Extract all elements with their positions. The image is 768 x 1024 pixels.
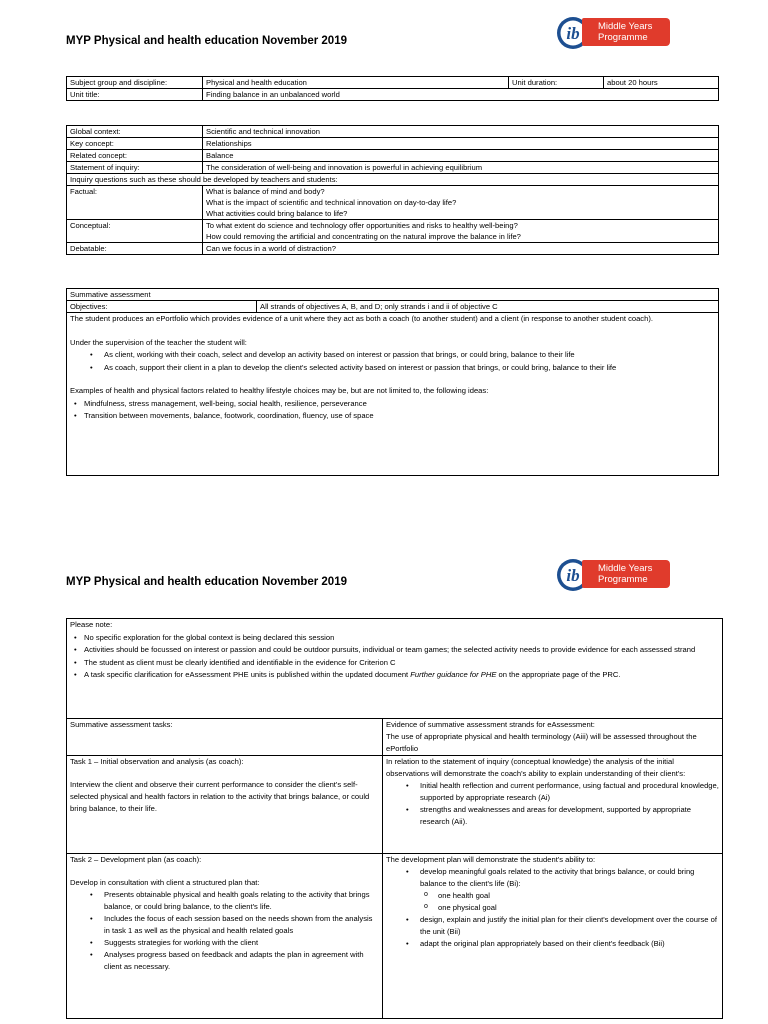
- tasks-header: Summative assessment tasks:: [67, 719, 383, 756]
- please-note-box: Please note: • No specific exploration for the global context is being declared this session • Activities should be focussed on interest or passion and could be outdoor pursuits, individual or team games; the selected activity needs to provide evidence for each assessed strand • The student as client must be clearly identified and identifiable in the evidence for Criterion C • A task specific clarification for eAssessment PHE units is published within the updated document Further guidance for PHE on the appropriate page of the PRC.: [67, 619, 723, 719]
- task1-cell: Task 1 – Initial observation and analysis (as coach): Interview the client and observe their current performance to consider the client's self-selected physical and health factors in relation to the activity that brings balance, or could bring balance, to their life.: [67, 756, 383, 854]
- summative-table: [66, 288, 719, 476]
- list-item: • adapt the original plan appropriately based on their client's feedback (Bii): [386, 938, 719, 950]
- page-title: MYP Physical and health education November 2019: [66, 35, 347, 47]
- list-item: • Transition between movements, balance, footwork, coordination, fluency, use of space: [70, 410, 715, 423]
- debatable-label: Debatable:: [67, 243, 203, 255]
- questions-heading: Inquiry questions such as these should be developed by teachers and students:: [67, 174, 719, 186]
- duration-value: about 20 hours: [604, 77, 719, 89]
- list-item: • Activities should be focussed on interest or passion and could be outdoor pursuits, individual or team games; the selected activity needs to provide evidence for each assessed strand: [70, 644, 719, 657]
- key-concept-value: Relationships: [203, 138, 719, 150]
- task2-cell: Task 2 – Development plan (as coach): Develop in consultation with client a structured plan that: • Presents obtainable physical and health goals relating to the activity that brings balance, or could bring balance, to the client's life. • Includes the focus of each session based on the needs shown from the analysis in task 1 as well as the physical and health related goals • Suggests strategies for working with the client • Analyses progress based on feedback and adapts the plan in agreement with client as necessary.: [67, 854, 383, 1019]
- note-and-tasks-table: [66, 618, 723, 1019]
- list-item: • Suggests strategies for working with the client: [70, 937, 379, 949]
- list-item: • strengths and weaknesses and areas for development, supported by appropriate research (Aii).: [386, 804, 719, 828]
- subject-value: Physical and health education: [203, 77, 509, 89]
- list-item: • design, explain and justify the initial plan for their client's development over the course of the unit (Bii): [386, 914, 719, 938]
- list-item: • No specific exploration for the global context is being declared this session: [70, 632, 719, 645]
- evidence-header: Evidence of summative assessment strands for eAssessment: The use of appropriate physical and health terminology (Aiii) will be assessed throughout the ePortfolio: [383, 719, 723, 756]
- page-title-2: MYP Physical and health education November 2019: [66, 576, 347, 588]
- objectives-label: Objectives:: [67, 301, 257, 313]
- list-item: • Mindfulness, stress management, well-being, social health, resilience, perseverance: [70, 398, 715, 411]
- logo-banner: Middle Years Programme: [582, 18, 670, 46]
- factual-questions: What is balance of mind and body? What is the impact of scientific and technical innovation on day-to-day life? What activities could bring balance to life?: [203, 186, 719, 220]
- inquiry-table: [66, 125, 719, 255]
- conceptual-label: Conceptual:: [67, 220, 203, 243]
- ib-logo: [556, 16, 670, 50]
- statement-value: The consideration of well-being and innovation is powerful in achieving equilibrium: [203, 162, 719, 174]
- summative-description: The student produces an ePortfolio which provides evidence of a unit where they act as both a coach (to another student) and a client (in response to another student coach). Under the supervision of the teacher the student will: • As client, working with their coach, select and develop an activity based on interest or passion that brings, or could bring, balance to their life • As coach, support their client in a plan to develop the client's selected activity based on interest or passion that brings, or could bring, balance to their life Examples of health and physical factors related to healthy lifestyle choices may be, but are not limited to, the following ideas: • Mindfulness, stress management, well-being, social health, resilience, perseverance • Transition between movements, balance, footwork, coordination, fluency, use of space: [67, 313, 719, 476]
- global-context-label: Global context:: [67, 126, 203, 138]
- unit-title-label: Unit title:: [67, 89, 203, 101]
- objectives-value: All strands of objectives A, B, and D; only strands i and ii of objective C: [257, 301, 719, 313]
- unit-title-value: Finding balance in an unbalanced world: [203, 89, 719, 101]
- list-item: • develop meaningful goals related to the activity that brings balance, or could bring balance to the client's life (Bi):: [386, 866, 719, 890]
- duration-label: Unit duration:: [509, 77, 604, 89]
- factual-label: Factual:: [67, 186, 203, 220]
- subject-label: Subject group and discipline:: [67, 77, 203, 89]
- svg-text:ib: ib: [566, 24, 580, 43]
- global-context-value: Scientific and technical innovation: [203, 126, 719, 138]
- list-item: o one physical goal: [386, 902, 719, 914]
- ib-logo-2: [556, 558, 670, 592]
- list-item: o one health goal: [386, 890, 719, 902]
- list-item: • Presents obtainable physical and health goals relating to the activity that brings balance, or could bring balance, to the client's life.: [70, 889, 379, 913]
- svg-text:ib: ib: [566, 566, 580, 585]
- list-item: • As coach, support their client in a plan to develop the client's selected activity based on interest or passion that brings, or could bring, balance to their life: [70, 362, 715, 375]
- related-concept-value: Balance: [203, 150, 719, 162]
- list-item: • A task specific clarification for eAssessment PHE units is published within the updated document Further guidance for PHE on the appropriate page of the PRC.: [70, 669, 719, 682]
- logo-banner: Middle Years Programme: [582, 560, 670, 588]
- list-item: • Includes the focus of each session based on the needs shown from the analysis in task 1 as well as the physical and health related goals: [70, 913, 379, 937]
- summative-heading: Summative assessment: [67, 289, 719, 301]
- list-item: • As client, working with their coach, select and develop an activity based on interest or passion that brings, or could bring, balance to their life: [70, 349, 715, 362]
- list-item: • Analyses progress based on feedback and adapts the plan in agreement with client as necessary.: [70, 949, 379, 973]
- list-item: • Initial health reflection and current performance, using factual and procedural knowledge, supported by appropriate research (Ai): [386, 780, 719, 804]
- related-concept-label: Related concept:: [67, 150, 203, 162]
- list-item: • The student as client must be clearly identified and identifiable in the evidence for Criterion C: [70, 657, 719, 670]
- task1-evidence-cell: In relation to the statement of inquiry (conceptual knowledge) the analysis of the initial observations will demonstrate the coach's ability to explain understanding of their client's: • Initial health reflection and current performance, using factual and procedural knowledge, supported by appropriate research (Ai) • strengths and weaknesses and areas for development, supported by appropriate research (Aii).: [383, 756, 723, 854]
- conceptual-questions: To what extent do science and technology offer opportunities and risks to healthy well-being? How could removing the artificial and concentrating on the natural improve the balance in life?: [203, 220, 719, 243]
- statement-label: Statement of inquiry:: [67, 162, 203, 174]
- debatable-question: Can we focus in a world of distraction?: [203, 243, 719, 255]
- task2-evidence-cell: The development plan will demonstrate the student's ability to: • develop meaningful goals related to the activity that brings balance, or could bring balance to the client's life (Bi): o one health goal o one physical goal • design, explain and justify the initial plan for their client's development over the course of the unit (Bii) • adapt the original plan appropriately based on their client's feedback (Bii): [383, 854, 723, 1019]
- unit-info-table: [66, 76, 719, 101]
- key-concept-label: Key concept:: [67, 138, 203, 150]
